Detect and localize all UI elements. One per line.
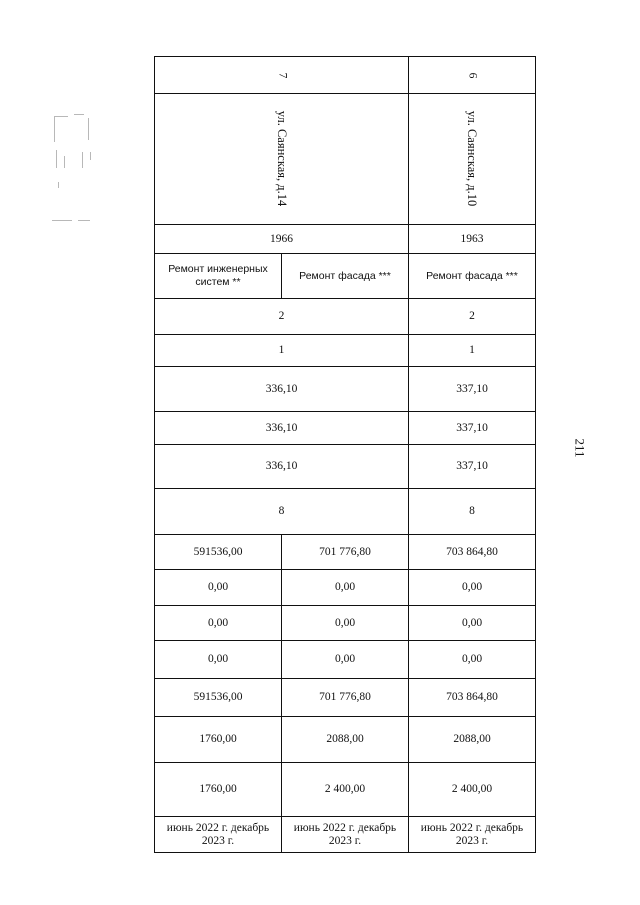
cell-cost-total-engineering: 591536,00 xyxy=(155,535,282,570)
row-cost-owners xyxy=(155,679,536,717)
row-area-residential xyxy=(155,445,536,489)
cell-work-facade-col7: Ремонт фасада *** xyxy=(282,254,409,299)
cell-area-residential-col6: 337,10 xyxy=(409,445,536,489)
cell-work-facade-col6: Ремонт фасада *** xyxy=(409,254,536,299)
row-zero-2 xyxy=(155,606,536,641)
cell-unit-cost-facade-col6: 2088,00 xyxy=(409,717,536,763)
row-unit-cost-max xyxy=(155,763,536,817)
cell-cost-owners-facade-col6: 703 864,80 xyxy=(409,679,536,717)
cell-cost-owners-engineering: 591536,00 xyxy=(155,679,282,717)
row-zero-3 xyxy=(155,641,536,679)
cell-area-total-col6: 337,10 xyxy=(409,367,536,412)
cell-registered-col6: 8 xyxy=(409,489,536,535)
cell-unit-cost-max-facade-col7: 2 400,00 xyxy=(282,763,409,817)
cell-period-facade-col7: июнь 2022 г. декабрь 2023 г. xyxy=(282,817,409,853)
cell-zero2-b: 0,00 xyxy=(282,606,409,641)
cell-floors-col6: 2 xyxy=(409,299,536,335)
cell-entrances-col7: 1 xyxy=(155,335,409,367)
cell-address-col6: ул. Саянская, д.10 xyxy=(409,94,536,225)
cell-zero3-b: 0,00 xyxy=(282,641,409,679)
cell-entrances-col6: 1 xyxy=(409,335,536,367)
cell-zero3-c: 0,00 xyxy=(409,641,536,679)
cell-address-col7: ул. Саянская, д.14 xyxy=(155,94,409,225)
cell-cost-total-facade-col6: 703 864,80 xyxy=(409,535,536,570)
cell-area-total-col7: 336,10 xyxy=(155,367,409,412)
cell-area-premises-col7: 336,10 xyxy=(155,412,409,445)
cell-floors-col7: 2 xyxy=(155,299,409,335)
row-year xyxy=(155,225,536,254)
cell-zero1-b: 0,00 xyxy=(282,570,409,606)
row-cost-total xyxy=(155,535,536,570)
cell-zero2-a: 0,00 xyxy=(155,606,282,641)
row-work-type xyxy=(155,254,536,299)
cell-number-col7: 7 xyxy=(155,57,409,94)
row-floors xyxy=(155,299,536,335)
cell-year-col7: 1966 xyxy=(155,225,409,254)
cell-cost-owners-facade-col7: 701 776,80 xyxy=(282,679,409,717)
cell-unit-cost-facade-col7: 2088,00 xyxy=(282,717,409,763)
cell-cost-total-facade-col7: 701 776,80 xyxy=(282,535,409,570)
cell-zero3-a: 0,00 xyxy=(155,641,282,679)
faded-stamp-mark xyxy=(52,112,94,222)
cell-work-engineering: Ремонт инженерных систем ** xyxy=(155,254,282,299)
row-number xyxy=(155,57,536,94)
row-entrances xyxy=(155,335,536,367)
row-address xyxy=(155,94,536,225)
cell-period-facade-col6: июнь 2022 г. декабрь 2023 г. xyxy=(409,817,536,853)
page-number: 211 xyxy=(572,438,588,458)
row-unit-cost xyxy=(155,717,536,763)
housing-repair-table xyxy=(154,56,536,853)
row-area-premises xyxy=(155,412,536,445)
cell-unit-cost-max-engineering: 1760,00 xyxy=(155,763,282,817)
cell-unit-cost-engineering: 1760,00 xyxy=(155,717,282,763)
cell-zero1-a: 0,00 xyxy=(155,570,282,606)
cell-period-engineering: июнь 2022 г. декабрь 2023 г. xyxy=(155,817,282,853)
row-registered xyxy=(155,489,536,535)
cell-number-col6: 6 xyxy=(409,57,536,94)
row-period xyxy=(155,817,536,853)
cell-zero2-c: 0,00 xyxy=(409,606,536,641)
cell-zero1-c: 0,00 xyxy=(409,570,536,606)
cell-registered-col7: 8 xyxy=(155,489,409,535)
row-area-total xyxy=(155,367,536,412)
cell-year-col6: 1963 xyxy=(409,225,536,254)
cell-area-premises-col6: 337,10 xyxy=(409,412,536,445)
cell-unit-cost-max-facade-col6: 2 400,00 xyxy=(409,763,536,817)
row-zero-1 xyxy=(155,570,536,606)
cell-area-residential-col7: 336,10 xyxy=(155,445,409,489)
